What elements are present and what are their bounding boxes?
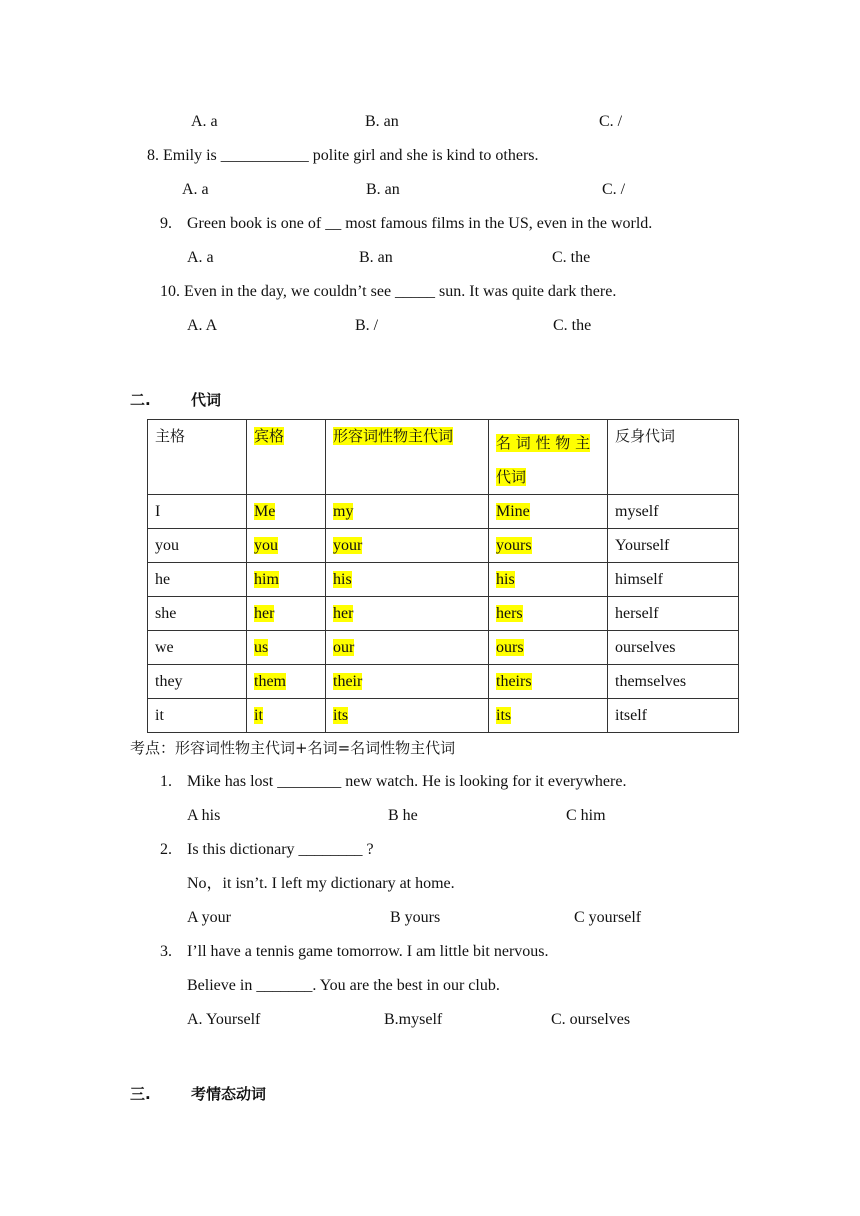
table-row	[148, 597, 739, 631]
section2-number: 二.	[130, 391, 151, 409]
cell-possessive-adjective: my	[333, 502, 354, 520]
table-row	[148, 495, 739, 529]
cell-subject: she	[148, 597, 247, 631]
cell-object: them	[254, 672, 286, 690]
cell-possessive-pronoun: ours	[496, 638, 524, 656]
s2-q1-number: 1.	[160, 773, 172, 790]
header-possessive-adjective: 形容词性物主代词	[326, 420, 489, 495]
cell-object: it	[254, 706, 263, 724]
s2-q1-option-b: B he	[388, 807, 418, 824]
cell-reflexive: herself	[608, 597, 739, 631]
s2-q3-option-c: C. ourselves	[551, 1011, 631, 1028]
cell-possessive-adjective: their	[333, 672, 363, 690]
s2-q3-option-a: A. Yourself	[187, 1011, 261, 1028]
cell-possessive-adjective: our	[333, 638, 355, 656]
cell-subject: it	[148, 699, 247, 733]
q8-option-c: C. /	[602, 181, 626, 198]
cell-object: him	[254, 570, 279, 588]
cell-object: Me	[254, 502, 276, 520]
s2-q3-number: 3.	[160, 943, 172, 960]
section3-title: 考情态动词	[191, 1085, 267, 1103]
q9-option-a: A. a	[187, 249, 214, 266]
table-row	[148, 631, 739, 665]
cell-subject: we	[148, 631, 247, 665]
cell-reflexive: itself	[608, 699, 739, 733]
cell-possessive-pronoun: hers	[496, 604, 523, 622]
cell-possessive-adjective: its	[333, 706, 349, 724]
table-header-row	[148, 420, 739, 495]
q8-option-b: B. an	[366, 181, 400, 198]
cell-subject: you	[148, 529, 247, 563]
cell-subject: he	[148, 563, 247, 597]
cell-possessive-adjective: his	[333, 570, 352, 588]
table-row	[148, 529, 739, 563]
q8-number: 8.	[147, 147, 159, 164]
cell-object: her	[254, 604, 275, 622]
q9-option-b: B. an	[359, 249, 393, 266]
q8-text: Emily is ___________ polite girl and she is kind to others.	[163, 147, 539, 164]
q7-option-c: C. /	[599, 113, 623, 130]
cell-reflexive: himself	[608, 563, 739, 597]
pronoun-table	[147, 419, 739, 733]
q7-option-a: A. a	[191, 113, 218, 130]
cell-possessive-pronoun: yours	[496, 536, 532, 554]
cell-possessive-adjective: her	[333, 604, 354, 622]
q10-question	[160, 282, 616, 302]
header-reflexive: 反身代词	[608, 420, 739, 495]
q9-option-c: C. the	[552, 249, 591, 266]
s2-q3-option-b: B.myself	[384, 1011, 443, 1028]
q7-option-b: B. an	[365, 113, 399, 130]
q9-number: 9.	[160, 215, 172, 232]
section2-title: 代词	[191, 391, 222, 409]
cell-possessive-pronoun: his	[496, 570, 515, 588]
cell-object: us	[254, 638, 269, 656]
s2-q3-answer-line: Believe in _______. You are the best in our club.	[187, 977, 500, 994]
s2-q2-number: 2.	[160, 841, 172, 858]
cell-possessive-adjective: your	[333, 536, 363, 554]
s2-q3-text: I’ll have a tennis game tomorrow. I am little bit nervous.	[187, 943, 549, 960]
cell-possessive-pronoun: theirs	[496, 672, 532, 690]
q10-option-b: B. /	[355, 317, 379, 334]
table-row	[148, 665, 739, 699]
cell-subject: I	[148, 495, 247, 529]
s2-q1-text: Mike has lost ________ new watch. He is looking for it everywhere.	[187, 773, 627, 790]
s2-q1-option-a: A his	[187, 807, 221, 824]
cell-possessive-pronoun: its	[496, 706, 512, 724]
header-object: 宾格	[247, 420, 326, 495]
s2-q2-text: Is this dictionary ________ ?	[187, 841, 374, 858]
s2-q1-option-c: C him	[566, 807, 606, 824]
s2-q2-option-b: B yours	[390, 909, 441, 926]
s2-q2-answer-line: No，it isn’t. I left my dictionary at home.	[187, 875, 455, 892]
cell-reflexive: Yourself	[608, 529, 739, 563]
section3-number: 三.	[130, 1085, 151, 1103]
cell-reflexive: ourselves	[608, 631, 739, 665]
q8-option-a: A. a	[182, 181, 209, 198]
cell-possessive-pronoun: Mine	[496, 502, 530, 520]
q10-option-a: A. A	[187, 317, 218, 334]
cell-reflexive: myself	[608, 495, 739, 529]
grammar-note: 考点：形容词性物主代词+名词=名词性物主代词	[130, 739, 456, 757]
table-row	[148, 563, 739, 597]
q10-text: Even in the day, we couldn’t see _____ sun. It was quite dark there.	[184, 283, 617, 300]
q10-number: 10.	[160, 283, 180, 300]
s2-q2-option-c: C yourself	[574, 909, 642, 926]
q10-option-c: C. the	[553, 317, 592, 334]
q9-text: Green book is one of __ most famous films in the US, even in the world.	[187, 215, 653, 232]
cell-subject: they	[148, 665, 247, 699]
header-subject: 主格	[148, 420, 247, 495]
s2-q2-option-a: A your	[187, 909, 231, 926]
q8-question	[147, 146, 539, 166]
cell-reflexive: themselves	[608, 665, 739, 699]
header-possessive-pronoun: 名 词 性 物 主 代词	[489, 420, 608, 495]
cell-object: you	[254, 536, 278, 554]
table-row	[148, 699, 739, 733]
